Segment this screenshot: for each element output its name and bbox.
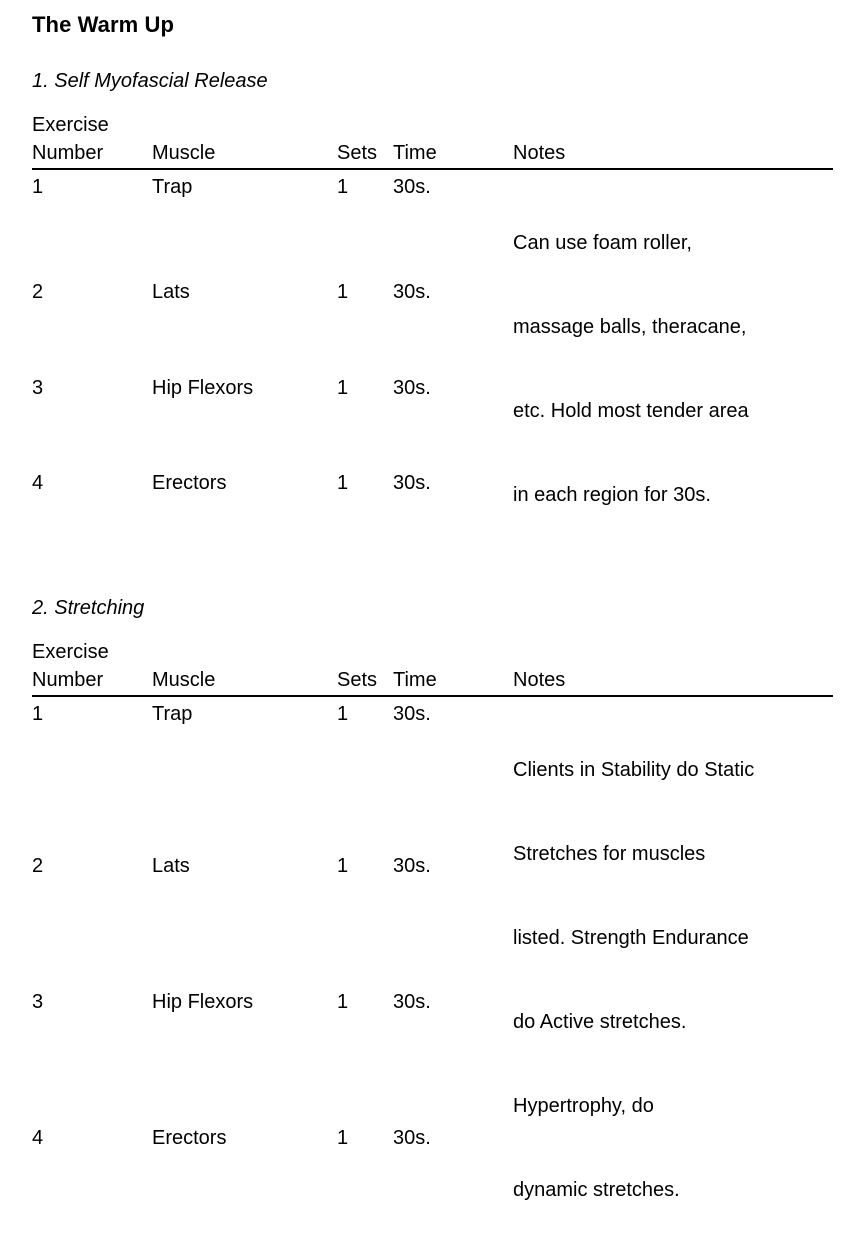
table-header-row-bottom — [32, 139, 833, 169]
cell-muscle: Hip Flexors — [152, 376, 254, 399]
section-stretching — [32, 597, 841, 1234]
cell-number: 1 — [32, 176, 44, 198]
cell-number: 3 — [32, 990, 44, 1013]
cell-muscle: Hip Flexors — [152, 990, 254, 1013]
cell-time: 30s. — [393, 1126, 431, 1149]
cell-time: 30s. — [393, 990, 431, 1013]
cell-sets: 1 — [337, 854, 349, 877]
cell-muscle: Trap — [152, 176, 193, 198]
notes-line: in each region for 30s. — [513, 484, 711, 506]
notes-line: dynamic stretches. — [513, 1179, 680, 1201]
table-header-row-bottom — [32, 666, 833, 696]
cell-number: 2 — [32, 281, 44, 304]
notes-line: Clients in Stability do Static — [513, 759, 755, 781]
header-exercise-line1: Exercise — [32, 114, 109, 136]
table-header — [32, 111, 833, 169]
cell-notes — [513, 696, 833, 1234]
header-exercise-number: Number — [32, 666, 152, 696]
table-body — [32, 169, 833, 565]
section-self-myofascial-release — [32, 70, 841, 565]
header-spacer-sets — [337, 111, 393, 139]
section-heading: 1. Self Myofascial Release — [32, 70, 268, 92]
notes-line: etc. Hold most tender area — [513, 400, 749, 422]
page-title: The Warm Up — [32, 12, 175, 37]
header-muscle: Muscle — [152, 139, 337, 169]
header-time: Time — [393, 139, 513, 169]
cell-number: 3 — [32, 376, 44, 399]
cell-time: 30s. — [393, 854, 431, 877]
notes-line: Hypertrophy, do — [513, 1095, 654, 1117]
table-header-row-top — [32, 111, 833, 139]
cell-sets: 1 — [337, 990, 349, 1013]
cell-number: 4 — [32, 472, 44, 495]
cell-muscle: Lats — [152, 281, 190, 304]
header-sets: Sets — [337, 139, 393, 169]
exercise-table — [32, 111, 833, 565]
notes-line: Can use foam roller, — [513, 232, 692, 254]
header-spacer-muscle — [152, 638, 337, 666]
header-muscle: Muscle — [152, 666, 337, 696]
header-sets: Sets — [337, 666, 393, 696]
table-body — [32, 696, 833, 1234]
notes-line: Stretches for muscles — [513, 843, 706, 865]
header-notes: Notes — [513, 666, 833, 696]
cell-number: 4 — [32, 1126, 44, 1149]
header-spacer-time — [393, 111, 513, 139]
table-header-row-top — [32, 638, 833, 666]
header-exercise-number: Number — [32, 139, 152, 169]
header-notes: Notes — [513, 139, 833, 169]
cell-sets: 1 — [337, 1126, 349, 1149]
cell-sets: 1 — [337, 176, 349, 198]
cell-time: 30s. — [393, 703, 431, 725]
table-row — [32, 696, 833, 852]
header-exercise-line1: Exercise — [32, 641, 109, 663]
notes-line: massage balls, theracane, — [513, 316, 747, 338]
cell-muscle: Lats — [152, 854, 190, 877]
header-spacer-notes — [513, 111, 833, 139]
cell-muscle: Erectors — [152, 472, 227, 495]
notes-line: do Active stretches. — [513, 1011, 687, 1033]
exercise-table — [32, 638, 833, 1234]
cell-sets: 1 — [337, 703, 349, 725]
cell-sets: 1 — [337, 281, 349, 304]
cell-sets: 1 — [337, 472, 349, 495]
cell-muscle: Trap — [152, 703, 193, 725]
header-time: Time — [393, 666, 513, 696]
cell-notes — [513, 169, 833, 565]
table-row — [32, 169, 833, 278]
table-header — [32, 638, 833, 696]
cell-time: 30s. — [393, 176, 431, 198]
cell-time: 30s. — [393, 376, 431, 399]
section-heading: 2. Stretching — [32, 597, 145, 619]
cell-number: 2 — [32, 854, 44, 877]
cell-muscle: Erectors — [152, 1126, 227, 1149]
header-spacer-notes — [513, 638, 833, 666]
cell-number: 1 — [32, 703, 44, 725]
header-spacer-muscle — [152, 111, 337, 139]
cell-sets: 1 — [337, 376, 349, 399]
cell-time: 30s. — [393, 281, 431, 304]
notes-line: listed. Strength Endurance — [513, 927, 749, 949]
header-spacer-time — [393, 638, 513, 666]
header-spacer-sets — [337, 638, 393, 666]
document-page — [0, 12, 841, 1201]
cell-time: 30s. — [393, 472, 431, 495]
